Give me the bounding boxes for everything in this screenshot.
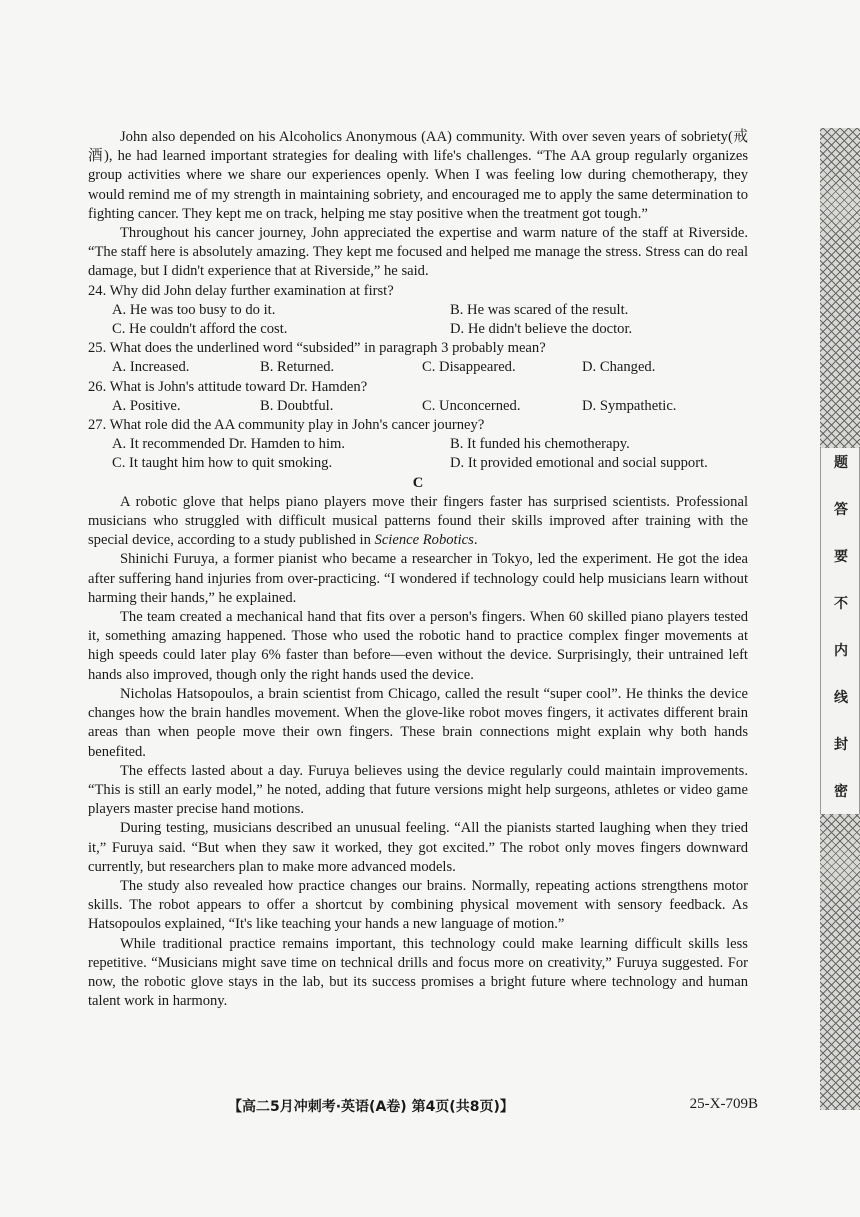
passage-b-paragraph: John also depended on his Alcoholics Anonymous (AA) community. With over seven years of sobriety(戒酒), he had learned important strategies for dealing with life's challenges. “The AA group regularly organizes group activities where we share our experiences openly. When I was feeling low during chemotherapy, they would remind me of my strength in maintaining sobriety, and encouraged me to apply the same determination to fighting cancer. They kept me on track, helping me stay positive when the treatment got tough.” xyxy=(88,129,748,222)
option-a: A. Increased. xyxy=(112,359,190,376)
seal-char: 题 xyxy=(834,455,848,471)
passage-c-paragraph: While traditional practice remains important, this technology could make learning difficult skills less repetitive. “Musicians might save time on technical drills and focus more on creativity,” Furuya suggested. For now, the robotic glove stays in the lab, but its success promises a bright future where technology and human talent work in harmony. xyxy=(88,935,748,1010)
question-stem: 24. Why did John delay further examination at first? xyxy=(88,282,394,299)
option-list xyxy=(88,358,748,377)
seal-char: 密 xyxy=(834,784,848,800)
option-b: B. He was scared of the result. xyxy=(450,301,629,318)
option-c: C. Disappeared. xyxy=(422,359,516,376)
option-d: D. Sympathetic. xyxy=(582,397,677,414)
seal-char: 不 xyxy=(834,596,848,612)
option-b: B. Doubtful. xyxy=(260,397,334,414)
option-c: C. He couldn't afford the cost. xyxy=(112,321,288,338)
option-list xyxy=(88,435,748,473)
option-b: B. It funded his chemotherapy. xyxy=(450,436,630,453)
footer-code: 25-X-709B xyxy=(689,1096,758,1112)
seal-char: 内 xyxy=(834,643,848,659)
option-b: B. Returned. xyxy=(260,359,335,376)
footer-title: 【高二5月冲刺考·英语(A卷) 第4页(共8页)】 xyxy=(228,1099,514,1115)
paragraph-text: . xyxy=(473,532,478,549)
passage-c-paragraph: The effects lasted about a day. Furuya believes using the device regularly could maintain improvements. “This is still an early model,” he noted, adding that future versions might help surgeons, athletes or video game players master precise hand motions. xyxy=(88,762,748,818)
passage-c-paragraph xyxy=(88,493,748,551)
option-a: A. It recommended Dr. Hamden to him. xyxy=(112,436,346,453)
passage-c-paragraph: Nicholas Hatsopoulos, a brain scientist from Chicago, called the result “super cool”. He thinks the device changes how the brain handles movement. When the glove-like robot moves fingers, it activates different brain areas than when people move their own fingers. These brain connections might explain why both hands benefited. xyxy=(88,685,748,760)
passage-c-paragraph: During testing, musicians described an unusual feeling. “All the pianists started laughing when they tried it,” Furuya said. “But when they saw it worked, they got excited.” The robot only moves fingers downward currently, but researchers plan to make more advanced models. xyxy=(88,820,748,875)
seal-char: 线 xyxy=(834,690,848,706)
option-a: A. Positive. xyxy=(112,397,181,414)
passage-c-paragraph: The team created a mechanical hand that fits over a person's fingers. When 60 skilled piano players tested it, something amazing happened. Those who used the robotic hand to practice complex finger movements at high speeds could later play 6% faster than before—even without the device. Surprisingly, their untrained left hands also improved, though only the right hands used the device. xyxy=(88,609,748,683)
seal-char: 要 xyxy=(834,549,848,565)
passage-c-paragraph: The study also revealed how practice changes our brains. Normally, repeating actions strengthens motor skills. The robot appears to offer a shortcut by combining physical movement with sensory feedback. As Hatsopoulos explained, “It's like teaching your hands a new language of motion.” xyxy=(88,877,748,933)
question-stem: 26. What is John's attitude toward Dr. Hamden? xyxy=(88,378,368,395)
passage-b-paragraph: Throughout his cancer journey, John appreciated the expertise and warm nature of the staff at Riverside. “The staff here is absolutely amazing. They kept me focused and helped me manage the stress. Stress can do real damage, but I didn't experience that at Riverside,” he said. xyxy=(88,225,748,280)
binding-pattern-bottom xyxy=(820,814,860,1110)
journal-name: Science Robotics xyxy=(374,532,474,549)
exam-page-body xyxy=(88,128,748,1011)
option-c: C. Unconcerned. xyxy=(422,397,521,414)
seal-char: 封 xyxy=(834,737,848,753)
question-stem: 27. What role did the AA community play in John's cancer journey? xyxy=(88,417,485,434)
option-list xyxy=(88,397,748,416)
question-26 xyxy=(88,378,748,416)
question-25 xyxy=(88,339,748,377)
paragraph-text: A robotic glove that helps piano players move their fingers faster has surprised scientists. Professional musicians who struggled with difficult musical patterns found their skills improved after training with the special device, according to a study published in xyxy=(88,493,748,549)
question-24 xyxy=(88,282,748,340)
option-c: C. It taught him how to quit smoking. xyxy=(112,455,333,472)
binding-strip xyxy=(820,128,860,1110)
question-27 xyxy=(88,416,748,474)
question-stem: 25. What does the underlined word “subsided” in paragraph 3 probably mean? xyxy=(88,340,546,357)
option-list xyxy=(88,301,748,339)
option-d: D. He didn't believe the doctor. xyxy=(450,321,633,338)
section-heading: C xyxy=(412,474,424,491)
seal-line-band xyxy=(820,448,860,814)
option-d: D. It provided emotional and social support. xyxy=(450,455,708,472)
option-d: D. Changed. xyxy=(582,359,656,376)
seal-char: 答 xyxy=(834,502,848,518)
passage-c-paragraph: Shinichi Furuya, a former pianist who became a researcher in Tokyo, led the experiment. He got the idea after suffering hand injuries from over-practicing. “I wondered if technology could help musicians learn without harming their hands,” he explained. xyxy=(88,551,748,606)
binding-pattern-top xyxy=(820,128,860,448)
option-a: A. He was too busy to do it. xyxy=(112,301,276,318)
page-footer xyxy=(228,1096,758,1116)
